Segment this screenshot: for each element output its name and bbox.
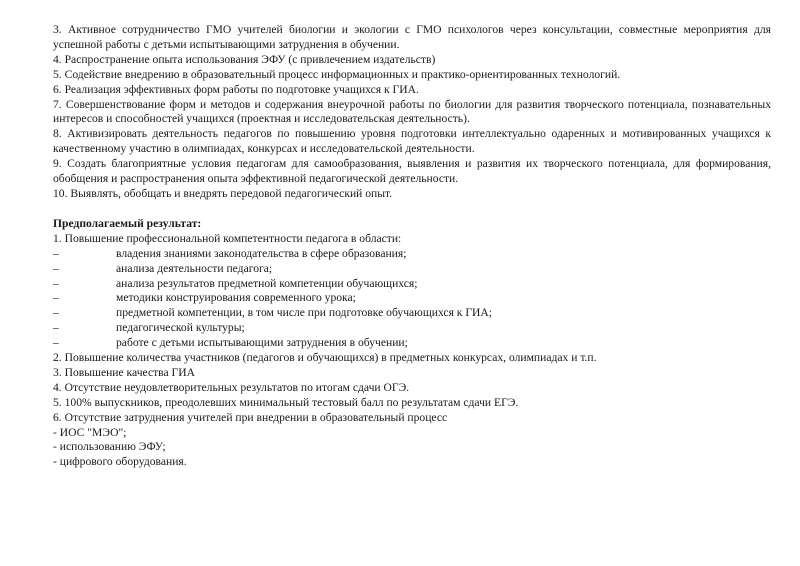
result-item-1: 1. Повышение профессиональной компетентности педагога в области: [53,231,402,245]
dash-bullet: – [53,291,59,305]
result-subitem [53,321,771,336]
task-9-line2: обобщения и распространения опыта эффективной педагогической деятельности. [53,172,459,186]
dash-bullet: – [53,276,59,290]
spacer [53,202,771,217]
result-subitem-text: педагогической культуры; [116,321,245,335]
result-subitem-text: методики конструирования современного урока; [116,291,356,305]
dash-bullet: – [53,336,59,350]
result-subitem [53,262,771,277]
task-9-line1: 9. Создать благоприятные условия педагогам для самообразования, выявления и развития их творческого потенциала, для формирования, [53,157,771,171]
result-subitem-text: предметной компетенции, в том числе при подготовке обучающихся к ГИА; [116,306,493,320]
task-3-line2: успешной работы с детьми испытывающими затруднения в обучении. [53,37,400,51]
results-heading: Предполагаемый результат: [53,216,202,230]
task-7-line2: интересов и способностей учащихся (проектная и исследовательская деятельность). [53,112,470,126]
dash-bullet: – [53,261,59,275]
dash-bullet: – [53,306,59,320]
result-item-6-sub-ios: - ИОС "МЭО"; [53,425,127,439]
task-3-line1: 3. Активное сотрудничество ГМО учителей биологии и экологии с ГМО психологов через консультации, совместные мероприятия для [53,23,771,36]
result-item-2: 2. Повышение количества участников (педагогов и обучающихся) в предметных конкурсах, олимпиадах и т.п. [53,351,597,365]
task-8-line1: 8. Активизировать деятельность педагогов по повышению уровня подготовки интеллектуально одаренных и мотивированных учащихся к [53,127,771,141]
task-7-line1: 7. Совершенствование форм и методов и содержания внеурочной работы по биологии для развития творческого потенциала, познавательных [53,97,771,111]
dash-bullet: – [53,246,59,260]
dash-bullet: – [53,321,59,335]
task-8-line2: качественному участию в олимпиадах, конкурсах и исследовательской деятельности. [53,142,475,156]
result-subitem-text: владения знаниями законодательства в сфере образования; [116,246,407,260]
result-item-5: 5. 100% выпускников, преодолевших минимальный тестовый балл по результатам сдачи ЕГЭ. [53,395,519,409]
result-subitem [53,306,771,321]
result-subitem-text: анализа результатов предметной компетенции обучающихся; [116,276,418,290]
result-subitem [53,277,771,292]
task-4: 4. Распространение опыта использования ЭФУ (с привлечением издательств) [53,52,436,66]
task-5: 5. Содействие внедрению в образовательный процесс информационных и практико-ориентированных технологий. [53,67,621,81]
result-subitem [53,336,771,351]
result-subitem-text: анализа деятельности педагога; [116,261,273,275]
result-item-3: 3. Повышение качества ГИА [53,365,195,379]
result-item-6: 6. Отсутствие затруднения учителей при внедрении в образовательный процесс [53,410,448,424]
result-item-6-sub-digital: - цифрового оборудования. [53,455,187,469]
tasks-list [53,23,771,202]
document-page [53,23,771,470]
result-subitem [53,247,771,262]
result-item-4: 4. Отсутствие неудовлетворительных результатов по итогам сдачи ОГЭ. [53,380,410,394]
task-6: 6. Реализация эффективных форм работы по подготовке учащихся к ГИА. [53,82,419,96]
expected-results [53,217,771,470]
result-subitem [53,291,771,306]
result-item-6-sub-efu: - использованию ЭФУ; [53,440,166,454]
task-10: 10. Выявлять, обобщать и внедрять передовой педагогический опыт. [53,186,393,200]
result-subitem-text: работе с детьми испытывающими затруднения в обучении; [116,336,408,350]
